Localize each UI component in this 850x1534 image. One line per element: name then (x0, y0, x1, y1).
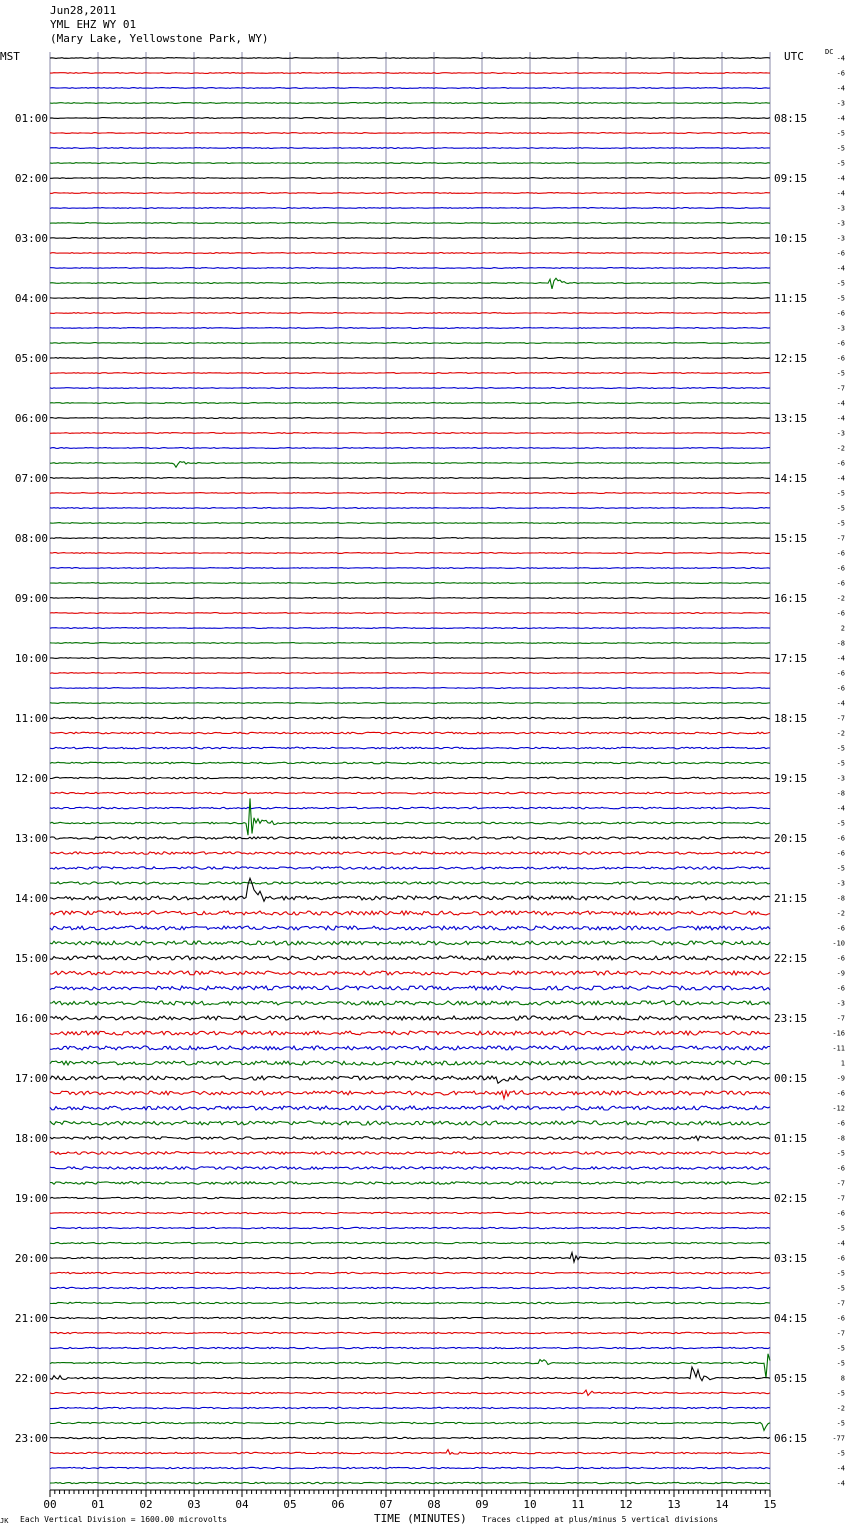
x-tick-label: 07 (379, 1498, 393, 1511)
trace-line (50, 433, 770, 434)
dc-offset-label: -5 (836, 864, 845, 873)
trace-line (50, 103, 770, 104)
trace-line (50, 1106, 770, 1110)
dc-offset-label: -6 (836, 609, 845, 618)
trace-line (50, 493, 770, 494)
dc-offset-label: -3 (836, 99, 845, 108)
right-hour-label: 14:15 (774, 472, 808, 485)
trace-line (50, 343, 770, 344)
dc-offset-label: -5 (836, 1224, 845, 1233)
trace-line (50, 1001, 770, 1005)
dc-offset-label: -8 (836, 894, 845, 903)
trace-line (50, 88, 770, 89)
right-hour-label: 05:15 (774, 1372, 808, 1385)
dc-offset-label: -4 (836, 804, 845, 813)
trace-line (50, 1467, 770, 1468)
clip-note: Traces clipped at plus/minus 5 vertical divisions (482, 1515, 719, 1524)
left-hour-label: 06:00 (14, 412, 48, 425)
trace-line (50, 1182, 770, 1185)
right-hour-label: 09:15 (774, 172, 808, 185)
dc-offset-label: -6 (836, 564, 845, 573)
dc-offset-label: -77 (832, 1434, 845, 1443)
trace-line (50, 478, 770, 479)
trace-line (50, 1091, 770, 1099)
trace-line (50, 613, 770, 614)
trace-line (50, 747, 770, 749)
trace-line (50, 193, 770, 194)
trace-line (50, 253, 770, 254)
trace-line (50, 1317, 770, 1318)
station-code: YML EHZ WY 01 (50, 18, 137, 31)
dc-offset-label: -5 (836, 294, 845, 303)
x-tick-label: 15 (763, 1498, 777, 1511)
right-hour-label: 18:15 (774, 712, 808, 725)
right-hour-label: 23:15 (774, 1012, 808, 1025)
left-hour-label: 11:00 (14, 712, 48, 725)
trace-line (50, 1287, 770, 1288)
trace-line (50, 268, 770, 269)
trace-line (50, 598, 770, 599)
right-hour-label: 01:15 (774, 1132, 808, 1145)
trace-line (50, 418, 770, 419)
left-hour-label: 09:00 (14, 592, 48, 605)
trace-line (50, 508, 770, 509)
dc-offset-label: -3 (836, 324, 845, 333)
left-hour-label: 16:00 (14, 1012, 48, 1025)
trace-line (50, 1347, 770, 1348)
trace-line (50, 911, 770, 915)
dc-offset-label: -4 (836, 699, 845, 708)
right-hour-label: 19:15 (774, 772, 808, 785)
dc-offset-label: -6 (836, 669, 845, 678)
dc-offset-label: -6 (836, 1254, 845, 1263)
scale-note: Each Vertical Division = 1600.00 microvolts (20, 1515, 228, 1524)
dc-offset-label: -10 (832, 939, 845, 948)
dc-offset-label: -5 (836, 1419, 845, 1428)
dc-offset-label: -8 (836, 1134, 845, 1143)
x-tick-label: 09 (475, 1498, 489, 1511)
dc-offset-label: -3 (836, 879, 845, 888)
trace-line (50, 1152, 770, 1155)
dc-offset-label: -6 (836, 834, 845, 843)
trace-line (50, 1354, 770, 1378)
left-hour-label: 10:00 (14, 652, 48, 665)
dc-offset-label: 1 (840, 1059, 845, 1068)
trace-line (50, 703, 770, 704)
logo-mark: JK (0, 1517, 9, 1525)
dc-offset-header: DC (825, 48, 834, 56)
trace-line (50, 1332, 770, 1333)
dc-offset-label: -2 (836, 1404, 845, 1413)
left-hour-label: 17:00 (14, 1072, 48, 1085)
trace-line (50, 208, 770, 209)
x-tick-label: 10 (523, 1498, 537, 1511)
right-hour-label: 22:15 (774, 952, 808, 965)
trace-line (50, 358, 770, 359)
dc-offset-label: -5 (836, 759, 845, 768)
trace-line (50, 373, 770, 374)
right-hour-label: 21:15 (774, 892, 808, 905)
dc-offset-label: -7 (836, 1194, 845, 1203)
dc-offset-label: -4 (836, 1479, 845, 1488)
dc-offset-label: -4 (836, 1239, 845, 1248)
left-hour-label: 22:00 (14, 1372, 48, 1385)
dc-offset-label: 8 (840, 1374, 845, 1383)
dc-offset-label: -7 (836, 1014, 845, 1023)
trace-line (50, 583, 770, 584)
dc-offset-label: -5 (836, 489, 845, 498)
trace-line (50, 178, 770, 179)
trace-line (50, 328, 770, 329)
dc-offset-label: -6 (836, 1089, 845, 1098)
right-hour-label: 12:15 (774, 352, 808, 365)
dc-offset-label: -5 (836, 519, 845, 528)
dc-offset-label: -6 (836, 69, 845, 78)
trace-line (50, 1076, 770, 1083)
trace-line (50, 538, 770, 539)
trace-line (50, 238, 770, 239)
trace-line (50, 837, 770, 839)
dc-offset-label: -6 (836, 579, 845, 588)
axis-label-group (15, 55, 845, 1512)
trace-line (50, 777, 770, 779)
trace-line (50, 643, 770, 644)
left-hour-label: 12:00 (14, 772, 48, 785)
left-timezone-label: MST (0, 50, 20, 63)
trace-line (50, 986, 770, 990)
dc-offset-label: -6 (836, 954, 845, 963)
dc-offset-label: -5 (836, 504, 845, 513)
dc-offset-label: -5 (836, 144, 845, 153)
trace-line (50, 118, 770, 119)
right-hour-label: 04:15 (774, 1312, 808, 1325)
dc-offset-label: -6 (836, 924, 845, 933)
dc-offset-label: -3 (836, 774, 845, 783)
right-hour-label: 02:15 (774, 1192, 808, 1205)
trace-line (50, 278, 770, 289)
dc-offset-label: -5 (836, 744, 845, 753)
trace-line (50, 568, 770, 569)
dc-offset-label: -3 (836, 204, 845, 213)
dc-offset-label: -5 (836, 279, 845, 288)
left-hour-label: 13:00 (14, 832, 48, 845)
dc-offset-label: -6 (836, 1314, 845, 1323)
dc-offset-label: -2 (836, 729, 845, 738)
trace-line (50, 1272, 770, 1273)
left-hour-label: 19:00 (14, 1192, 48, 1205)
trace-line (50, 1197, 770, 1198)
left-hour-label: 18:00 (14, 1132, 48, 1145)
dc-offset-label: -12 (832, 1104, 845, 1113)
left-hour-label: 05:00 (14, 352, 48, 365)
dc-offset-label: -9 (836, 969, 845, 978)
dc-offset-label: -5 (836, 1359, 845, 1368)
right-hour-label: 03:15 (774, 1252, 808, 1265)
right-hour-label: 16:15 (774, 592, 808, 605)
dc-offset-label: -5 (836, 129, 845, 138)
dc-offset-label: -4 (836, 1464, 845, 1473)
dc-offset-label: -9 (836, 1074, 845, 1083)
dc-offset-label: -4 (836, 189, 845, 198)
dc-offset-label: -4 (836, 114, 845, 123)
trace-line (50, 926, 770, 930)
dc-offset-label: -2 (836, 909, 845, 918)
left-hour-label: 02:00 (14, 172, 48, 185)
x-tick-label: 04 (235, 1498, 249, 1511)
dc-offset-label: -3 (836, 219, 845, 228)
dc-offset-label: -4 (836, 474, 845, 483)
dc-offset-label: -3 (836, 429, 845, 438)
x-axis-title: TIME (MINUTES) (374, 1512, 467, 1525)
trace-line (50, 1482, 770, 1483)
dc-offset-label: -3 (836, 234, 845, 243)
dc-offset-label: -4 (836, 399, 845, 408)
trace-line (50, 58, 770, 59)
trace-line (50, 223, 770, 224)
trace-line (50, 1302, 770, 1303)
trace-line (50, 941, 770, 945)
trace-line (50, 1253, 770, 1262)
trace-line (50, 313, 770, 314)
dc-offset-label: -5 (836, 1284, 845, 1293)
dc-offset-label: -6 (836, 459, 845, 468)
trace-line (50, 792, 770, 794)
left-hour-label: 15:00 (14, 952, 48, 965)
trace-line (50, 956, 770, 960)
right-hour-label: 10:15 (774, 232, 808, 245)
trace-line (50, 971, 770, 975)
left-hour-label: 08:00 (14, 532, 48, 545)
left-hour-label: 01:00 (14, 112, 48, 125)
dc-offset-label: -4 (836, 54, 845, 63)
dc-offset-label: -6 (836, 354, 845, 363)
x-tick-label: 14 (715, 1498, 729, 1511)
station-location: (Mary Lake, Yellowstone Park, WY) (50, 32, 269, 45)
trace-line (50, 403, 770, 404)
x-tick-label: 02 (139, 1498, 153, 1511)
trace-line (50, 673, 770, 674)
dc-offset-label: -4 (836, 414, 845, 423)
right-hour-label: 13:15 (774, 412, 808, 425)
dc-offset-label: -6 (836, 309, 845, 318)
right-hour-label: 15:15 (774, 532, 808, 545)
trace-line (50, 1031, 770, 1035)
dc-offset-label: -6 (836, 1164, 845, 1173)
dc-offset-label: -8 (836, 639, 845, 648)
trace-line (50, 462, 770, 468)
dc-offset-label: -6 (836, 984, 845, 993)
left-hour-label: 14:00 (14, 892, 48, 905)
left-hour-label: 23:00 (14, 1432, 48, 1445)
trace-line (50, 1450, 770, 1455)
trace-line (50, 1167, 770, 1170)
dc-offset-label: -6 (836, 849, 845, 858)
trace-line (50, 882, 770, 884)
trace-line (50, 1016, 770, 1020)
dc-offset-label: -5 (836, 1149, 845, 1158)
trace-line (50, 523, 770, 524)
dc-offset-label: -8 (836, 789, 845, 798)
trace-line (50, 717, 770, 719)
trace-line (50, 1367, 770, 1381)
right-hour-label: 11:15 (774, 292, 808, 305)
dc-offset-label: -3 (836, 999, 845, 1008)
right-hour-label: 06:15 (774, 1432, 808, 1445)
trace-line (50, 73, 770, 74)
x-tick-label: 12 (619, 1498, 633, 1511)
dc-offset-label: 2 (840, 624, 845, 633)
dc-offset-label: -6 (836, 549, 845, 558)
trace-line (50, 298, 770, 299)
dc-offset-label: -5 (836, 1449, 845, 1458)
record-date: Jun28,2011 (50, 4, 117, 17)
x-tick-label: 00 (43, 1498, 57, 1511)
x-tick-label: 13 (667, 1498, 681, 1511)
dc-offset-label: -7 (836, 714, 845, 723)
trace-line (50, 1437, 770, 1438)
trace-line (50, 1046, 770, 1050)
dc-offset-label: -11 (832, 1044, 845, 1053)
x-tick-label: 06 (331, 1498, 345, 1511)
trace-line (50, 133, 770, 134)
right-timezone-label: UTC (784, 50, 804, 63)
trace-line (50, 658, 770, 659)
x-tick-label: 01 (91, 1498, 105, 1511)
trace-line (50, 798, 770, 835)
dc-offset-label: -6 (836, 249, 845, 258)
trace-line (50, 1407, 770, 1408)
right-hour-label: 20:15 (774, 832, 808, 845)
dc-offset-label: -5 (836, 819, 845, 828)
trace-line (50, 852, 770, 854)
trace-line (50, 1121, 770, 1125)
dc-offset-label: -7 (836, 1329, 845, 1338)
trace-line (50, 732, 770, 734)
dc-offset-label: -5 (836, 159, 845, 168)
trace-line (50, 1061, 770, 1065)
dc-offset-label: -6 (836, 1119, 845, 1128)
dc-offset-label: -5 (836, 1269, 845, 1278)
trace-line (50, 1242, 770, 1243)
dc-offset-label: -4 (836, 174, 845, 183)
left-hour-label: 21:00 (14, 1312, 48, 1325)
trace-line (50, 628, 770, 629)
trace-line (50, 163, 770, 164)
x-tick-label: 05 (283, 1498, 297, 1511)
trace-line (50, 448, 770, 449)
trace-group (50, 58, 770, 1484)
trace-line (50, 1212, 770, 1213)
trace-line (50, 807, 770, 809)
dc-offset-label: -6 (836, 1209, 845, 1218)
dc-offset-label: -7 (836, 534, 845, 543)
dc-offset-label: -7 (836, 384, 845, 393)
grid-lines (50, 52, 770, 1497)
dc-offset-label: -4 (836, 654, 845, 663)
dc-offset-label: -2 (836, 444, 845, 453)
dc-offset-label: -5 (836, 369, 845, 378)
dc-offset-label: -6 (836, 339, 845, 348)
dc-offset-label: -5 (836, 1344, 845, 1353)
x-tick-label: 08 (427, 1498, 441, 1511)
left-hour-label: 04:00 (14, 292, 48, 305)
trace-line (50, 1422, 770, 1430)
trace-line (50, 553, 770, 554)
right-hour-label: 00:15 (774, 1072, 808, 1085)
dc-offset-label: -6 (836, 684, 845, 693)
trace-line (50, 148, 770, 149)
trace-line (50, 1227, 770, 1228)
x-tick-label: 03 (187, 1498, 201, 1511)
dc-offset-label: -16 (832, 1029, 845, 1038)
trace-line (50, 688, 770, 689)
dc-offset-label: -7 (836, 1179, 845, 1188)
dc-offset-label: -4 (836, 84, 845, 93)
trace-line (50, 1136, 770, 1140)
trace-line (50, 762, 770, 764)
left-hour-label: 03:00 (14, 232, 48, 245)
left-hour-label: 07:00 (14, 472, 48, 485)
dc-offset-label: -5 (836, 1389, 845, 1398)
right-hour-label: 17:15 (774, 652, 808, 665)
trace-line (50, 1390, 770, 1395)
trace-line (50, 867, 770, 869)
trace-line (50, 388, 770, 389)
left-hour-label: 20:00 (14, 1252, 48, 1265)
x-tick-label: 11 (571, 1498, 585, 1511)
dc-offset-label: -4 (836, 264, 845, 273)
dc-offset-label: -2 (836, 594, 845, 603)
right-hour-label: 08:15 (774, 112, 808, 125)
dc-offset-label: -7 (836, 1299, 845, 1308)
